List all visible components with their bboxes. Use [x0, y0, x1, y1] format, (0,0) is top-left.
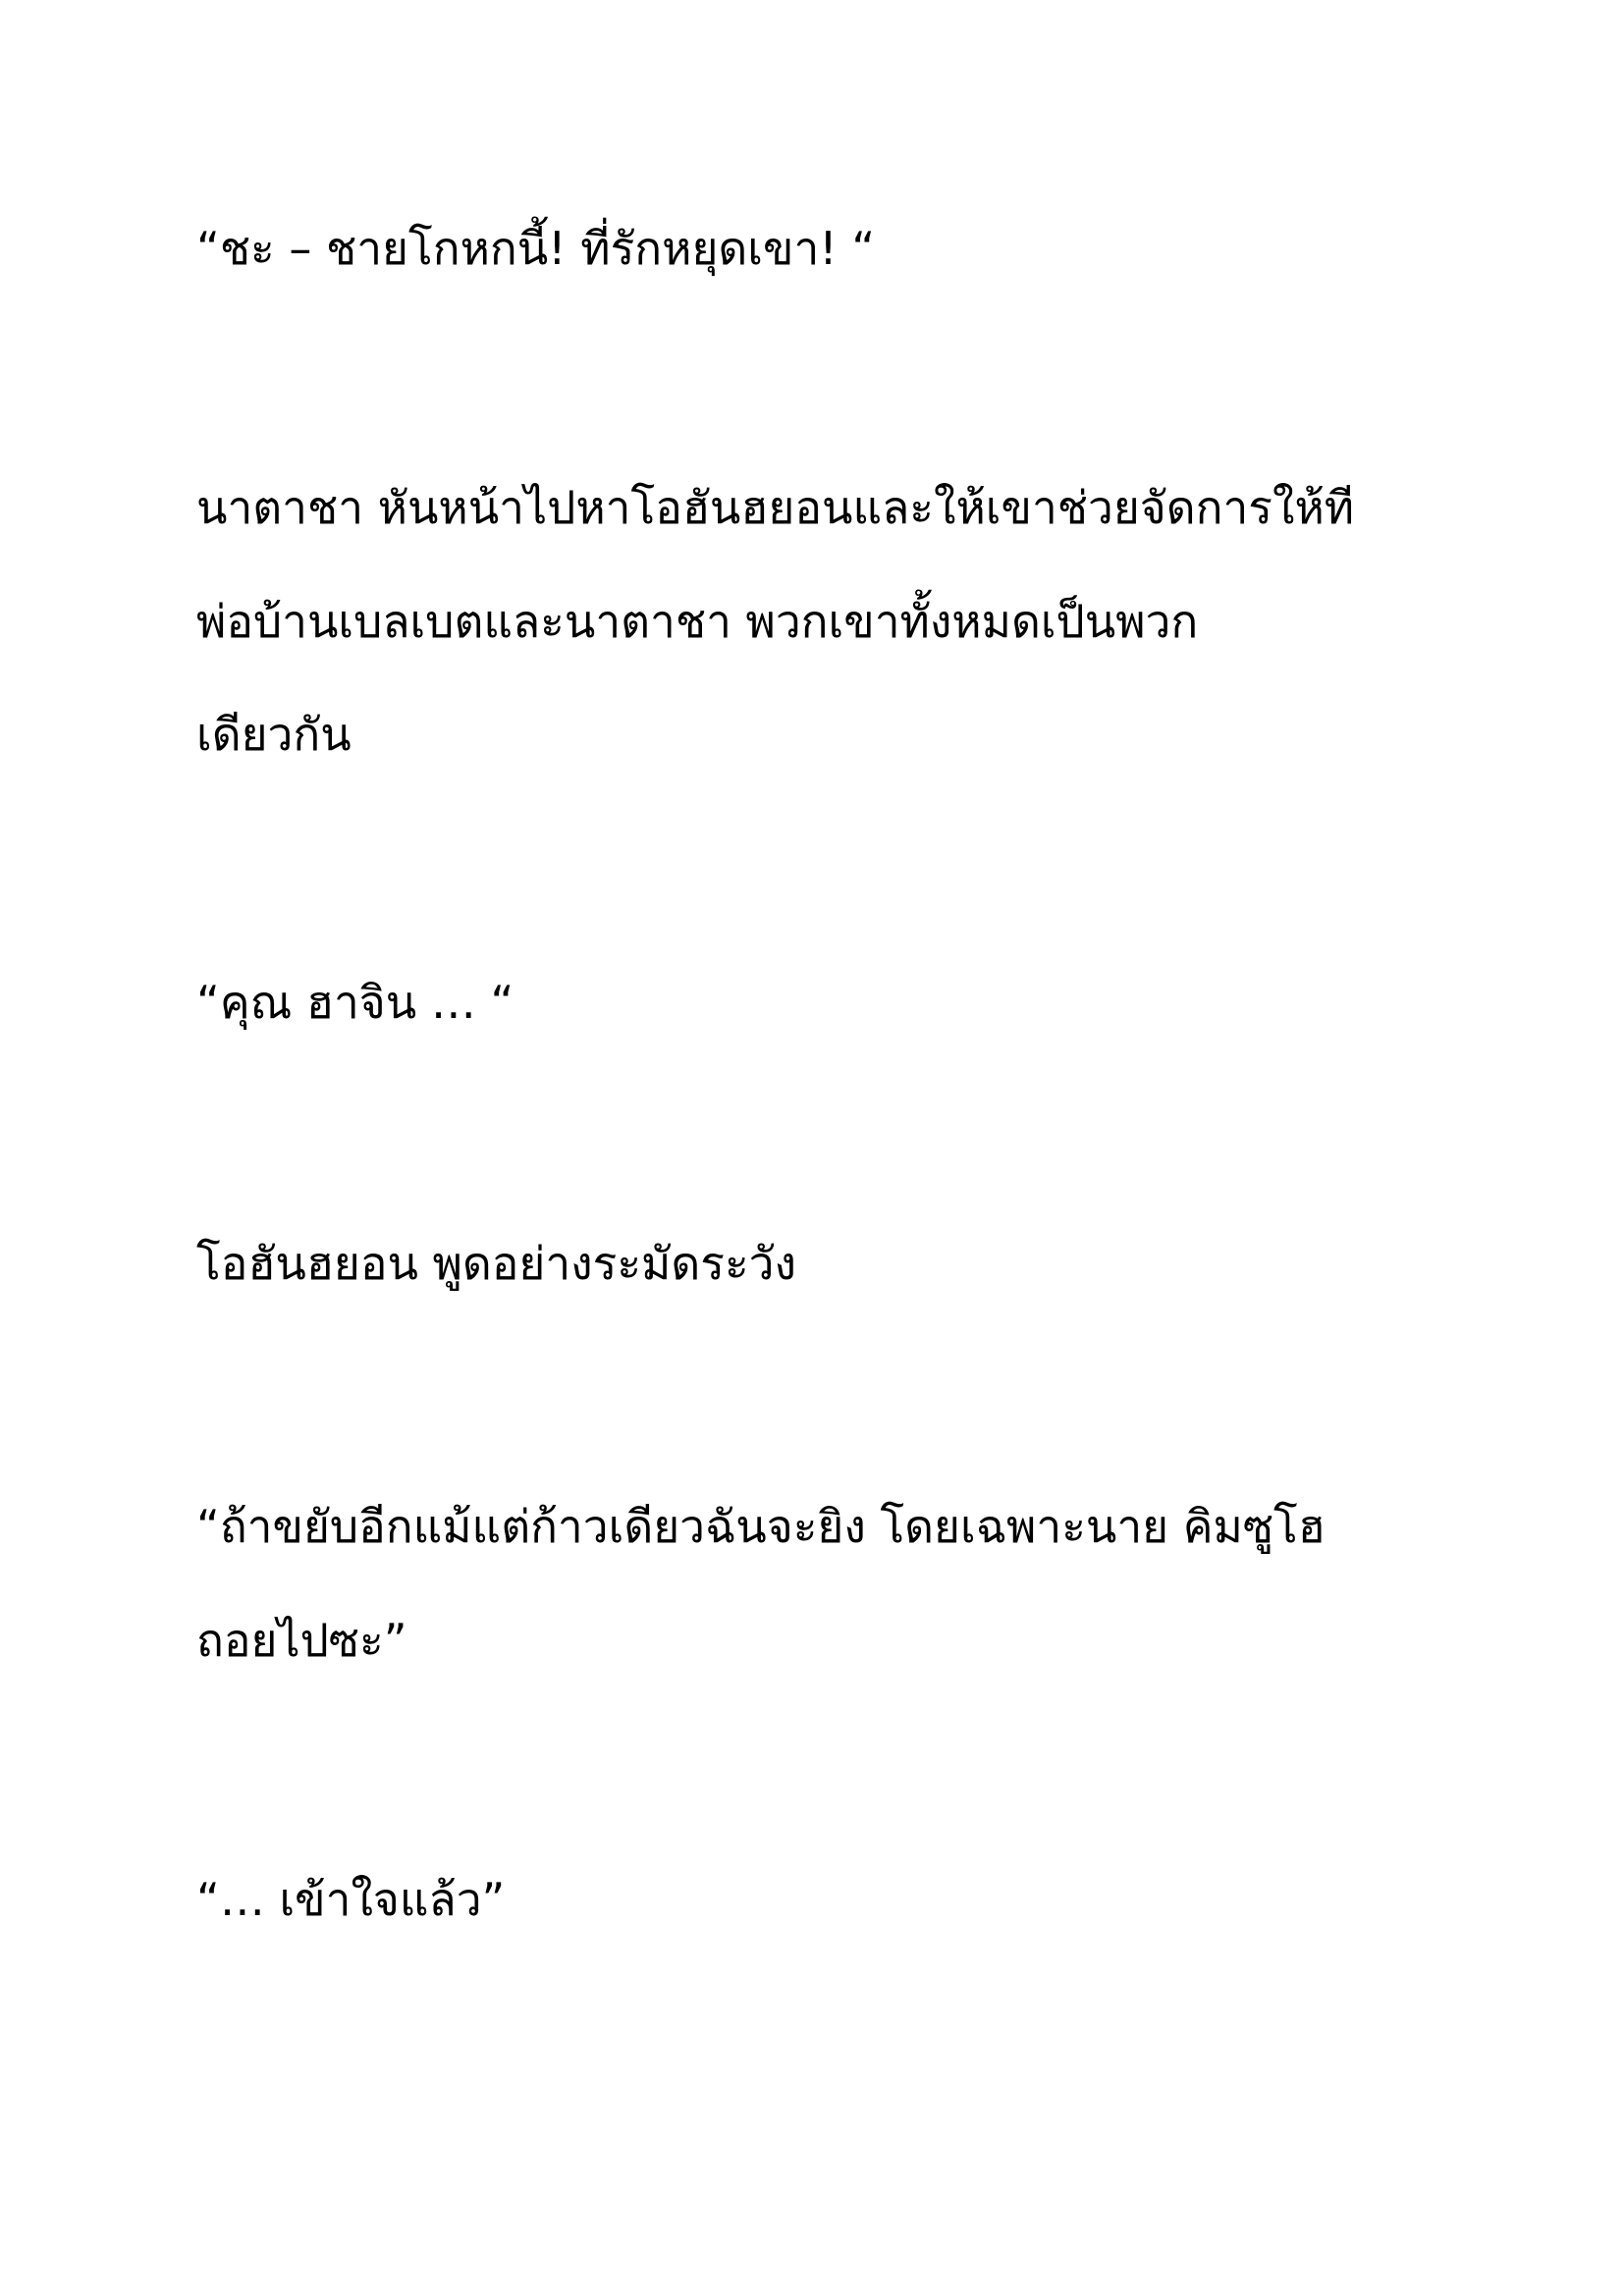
- dialogue-line: “คุณ ฮาจิน … “: [196, 976, 514, 1029]
- narration-line: โอฮันฮยอน พูดอย่างระมัดระวัง: [196, 1237, 796, 1290]
- narration-line: เดียวกัน: [196, 708, 352, 761]
- narration-line: นาตาชา หันหน้าไปหาโอฮันฮยอนและให้เขาช่วยจัดการให้ที: [196, 481, 1355, 534]
- dialogue-line: ถอยไปซะ”: [196, 1614, 407, 1667]
- dialogue-line: “ชะ – ชายโกหกนี้! ที่รักหยุดเขา! “: [196, 222, 876, 275]
- dialogue-line: “ถ้าขยับอีกแม้แต่ก้าวเดียวฉันจะยิง โดยเฉพาะนาย คิมซูโฮ: [196, 1500, 1326, 1553]
- narration-line: พ่อบ้านเบลเบตและนาตาชา พวกเขาทั้งหมดเป็นพวก: [196, 595, 1199, 648]
- dialogue-line: “… เข้าใจแล้ว”: [196, 1873, 506, 1926]
